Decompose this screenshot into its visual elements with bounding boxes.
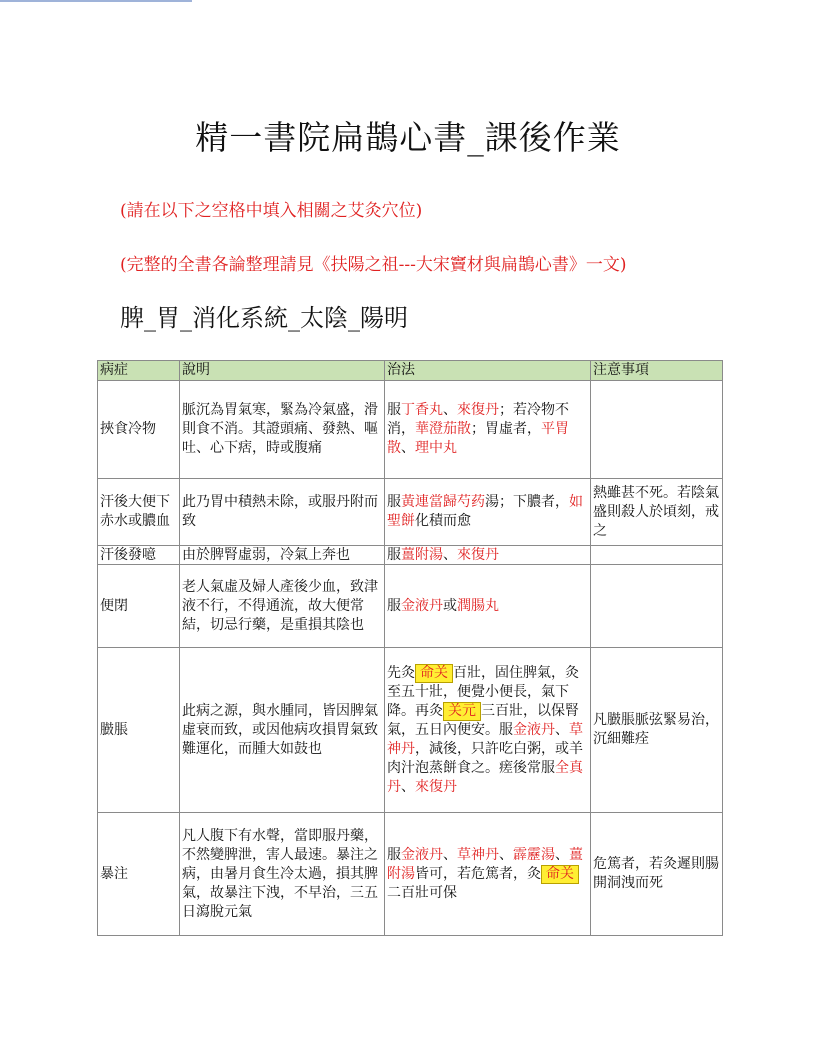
section-title: 脾_胃_消化系統_太陰_陽明 — [120, 304, 408, 332]
treatment-text: 、 — [401, 778, 415, 795]
treatment-cell — [385, 479, 591, 546]
notes-cell — [591, 565, 723, 648]
disease-cell: 臌脹 — [98, 648, 180, 813]
treatment-text: ；若冷物不消， — [387, 402, 569, 437]
treatment-text: 服 — [387, 846, 401, 863]
remedy-name: 金液丹 — [513, 721, 555, 738]
remedy-name: 霹靂湯 — [513, 846, 555, 863]
page-title: 精一書院扁鵲心書_課後作業 — [195, 118, 621, 157]
treatment-text: ；胃虛者， — [471, 421, 541, 437]
reference-note: (完整的全書各論整理請見《扶陽之祖---大宋竇材與扁鵲心書》一文) — [120, 255, 627, 275]
treatment-cell — [385, 813, 591, 936]
explain-cell: 此病之源，與水腫同，皆因脾氣虛衰而致，或因他病攻損胃氣致難運化，而腫大如鼓也 — [180, 648, 385, 813]
treatment-text: 服 — [387, 402, 401, 418]
remedy-name: 薑附湯 — [401, 546, 443, 563]
remedy-name: 金液丹 — [401, 846, 443, 863]
notes-cell: 凡臌脹脈弦緊易治，沉細難痊 — [591, 648, 723, 813]
treatment-text: 百壯，固住脾氣，灸至五十壯，便覺小便長，氣下降。再灸 — [387, 664, 579, 719]
treatment-text: 、 — [401, 440, 415, 456]
table-row — [98, 813, 723, 936]
notes-cell — [591, 381, 723, 479]
treatment-text: 、 — [555, 721, 569, 738]
treatment-cell — [385, 546, 591, 565]
remedy-name: 理中丸 — [415, 440, 457, 456]
disease-cell: 便閉 — [98, 565, 180, 648]
remedy-name: 來復丹 — [415, 778, 457, 795]
remedy-name: 來復丹 — [457, 546, 499, 563]
treatment-text: 湯；下膿者， — [485, 494, 569, 510]
remedy-name: 丁香丸 — [401, 402, 443, 418]
treatment-text: 、 — [499, 846, 513, 863]
notes-cell — [591, 546, 723, 565]
treatment-cell — [385, 648, 591, 813]
remedy-name: 草神丹 — [457, 846, 499, 863]
treatment-text: 服 — [387, 494, 401, 510]
disease-cell: 汗後發噫 — [98, 546, 180, 565]
explain-cell: 老人氣虛及婦人產後少血，致津液不行，不得通流，故大便常結，切忌行藥，是重損其陰也 — [180, 565, 385, 648]
treatment-text: 、 — [443, 546, 457, 563]
remedy-name: 黃連當歸芍药 — [401, 494, 485, 510]
remedy-name: 金液丹 — [401, 597, 443, 614]
treatment-text: 、 — [555, 846, 569, 863]
acupoint-fill-box[interactable]: 命关 — [541, 865, 579, 884]
treatment-text: 三百壯，以保腎氣，五日內便安。服 — [387, 702, 579, 738]
explain-cell: 脈沉為胃氣寒，緊為冷氣盛，滑則食不消。其證頭痛、發熱、嘔吐、心下痞，時或腹痛 — [180, 381, 385, 479]
table-row — [98, 648, 723, 813]
explain-cell: 凡人腹下有水聲，當即服丹藥，不然變脾泄，害人最速。暴注之病，由暑月食生冷太過，損其脾氣，故暴注下洩，不早治，三五日瀉脫元氣 — [180, 813, 385, 936]
notes-cell: 熱雖甚不死。若陰氣盛則殺人於頃刻，戒之 — [591, 479, 723, 546]
table-row — [98, 546, 723, 565]
table-row — [98, 479, 723, 546]
header-notes: 注意事項 — [591, 361, 723, 381]
treatment-text: 服 — [387, 597, 401, 614]
remedy-name: 平胃散 — [387, 421, 569, 456]
treatment-text: 、 — [443, 402, 457, 418]
disease-cell: 暴注 — [98, 813, 180, 936]
disease-cell: 汗後大便下赤水或膿血 — [98, 479, 180, 546]
treatment-cell — [385, 381, 591, 479]
acupoint-fill-box[interactable]: 命关 — [415, 664, 453, 683]
remedy-name: 草神丹 — [387, 721, 583, 757]
treatment-text: 皆可，若危篤者，灸 — [415, 865, 541, 882]
treatment-text: 或 — [443, 597, 457, 614]
explain-cell: 此乃胃中積熱未除，或服丹附而致 — [180, 479, 385, 546]
explain-cell: 由於脾腎虛弱，冷氣上奔也 — [180, 546, 385, 565]
remedy-name: 潤腸丸 — [457, 597, 499, 614]
treatment-text: 先灸 — [387, 664, 415, 681]
header-disease: 病症 — [98, 361, 180, 381]
remedy-name: 華澄茄散 — [415, 421, 471, 437]
remedy-name: 如聖餅 — [387, 494, 583, 529]
remedy-name: 薑附湯 — [387, 846, 583, 882]
remedy-name: 來復丹 — [457, 402, 499, 418]
table-row — [98, 565, 723, 648]
remedy-name: 全真丹 — [387, 759, 583, 795]
treatment-text: 化積而愈 — [415, 513, 471, 529]
homework-table — [97, 360, 723, 936]
treatment-text: 二百壯可保 — [387, 884, 457, 901]
header-treatment: 治法 — [385, 361, 591, 381]
table-header-row — [98, 361, 723, 381]
treatment-cell — [385, 565, 591, 648]
notes-cell: 危篤者，若灸遲則腸開洞洩而死 — [591, 813, 723, 936]
header-explain: 說明 — [180, 361, 385, 381]
treatment-text: 、 — [443, 846, 457, 863]
treatment-text: 服 — [387, 546, 401, 563]
instruction-note: (請在以下之空格中填入相關之艾灸穴位) — [120, 201, 423, 221]
acupoint-fill-box[interactable]: 关元 — [443, 702, 481, 721]
treatment-text: ，減後，只許吃白粥，或羊肉汁泡蒸餅食之。瘥後常服 — [387, 740, 583, 776]
top-decorative-line — [0, 0, 192, 2]
table-row — [98, 381, 723, 479]
disease-cell: 挾食冷物 — [98, 381, 180, 479]
